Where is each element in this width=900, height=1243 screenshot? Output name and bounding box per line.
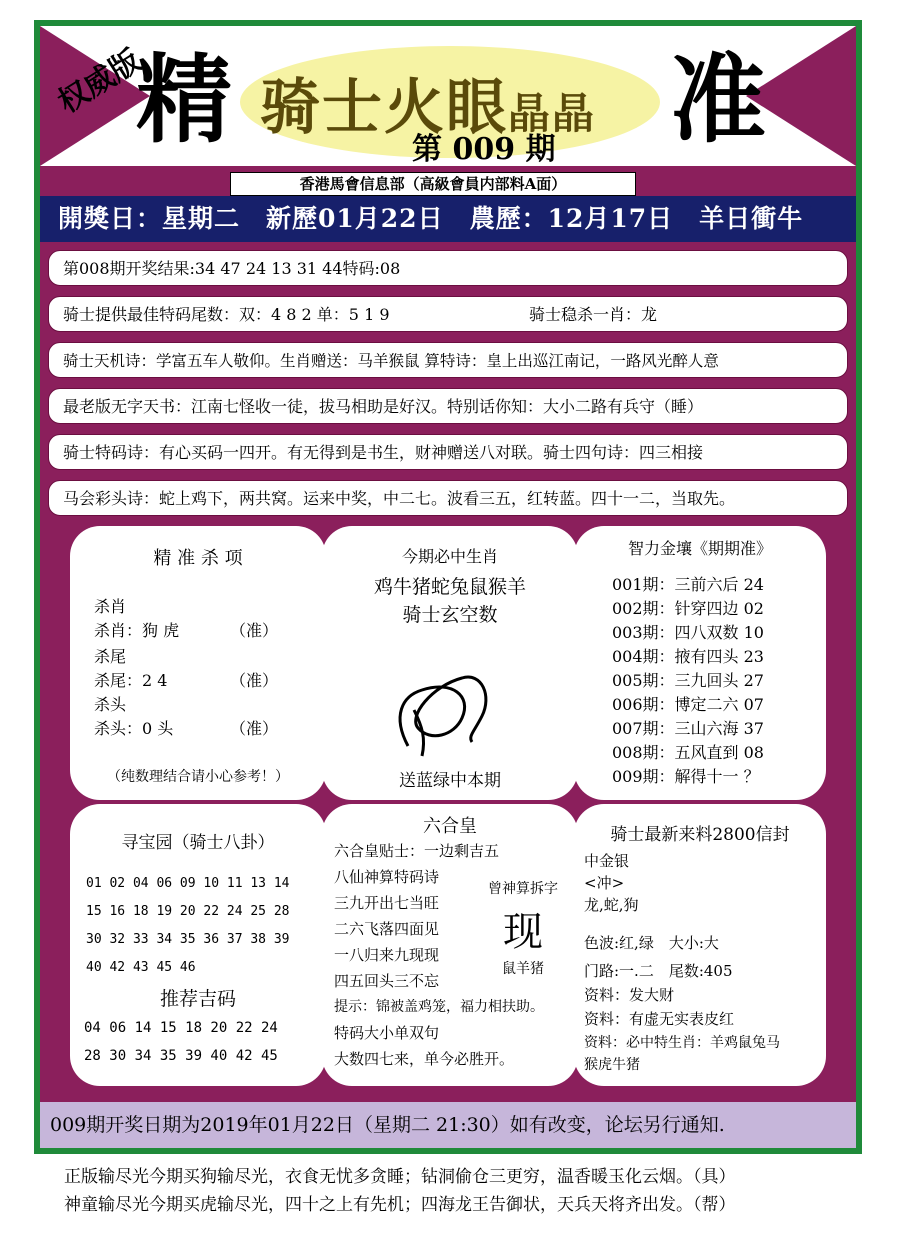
wisdom-item: 008期：五风直到 08: [612, 743, 764, 762]
kill-line: 杀头: [94, 695, 127, 714]
info-row-result: [48, 250, 848, 286]
treasure-box: [70, 804, 326, 1086]
newest-line: 资料：发大财: [584, 986, 675, 1004]
wisdom-box: [574, 526, 826, 800]
liuhe-line: 特码大小单双句: [334, 1024, 440, 1042]
liuhe-line: 八仙神算特码诗: [334, 868, 440, 886]
newest-line: 猴虎牛猪: [584, 1057, 640, 1073]
bottom-poem-line-2: 神童输尽光今期买虎输尽光，四十之上有先机；四海龙王告御状，天兵天将齐出发。（帮）: [64, 1195, 736, 1215]
wisdom-item: 007期：三山六海 37: [612, 719, 764, 738]
info-row-tail: [48, 296, 848, 332]
liuhe-line: 一八归来九现现: [334, 946, 440, 964]
newest-line: 门路:一.二 尾数:405: [584, 962, 733, 980]
liuhe-line: 四五回头三不忘: [334, 972, 440, 990]
treasure-number-row: 15 16 18 19 20 22 24 25 28: [86, 904, 290, 919]
wisdom-item: 002期：针穿四边 02: [612, 599, 764, 618]
newest-line: 龙,蛇,狗: [584, 896, 639, 914]
kill-footnote: （纯数理结合请小心参考！）: [107, 769, 289, 785]
wisdom-item: 005期：三九回头 27: [612, 671, 764, 690]
row-text: 第008期开奖结果:34 47 24 13 31 44特码:08: [63, 259, 401, 278]
left-big-char: 精: [136, 43, 232, 156]
info-row-poem: [48, 342, 848, 378]
newest-line: 色波:红,绿 大小:大: [584, 934, 719, 952]
lucky-number-row: 04 06 14 15 18 20 22 24: [84, 1020, 278, 1036]
must-puzzle: 骑士玄空数: [402, 604, 498, 626]
wisdom-item: 001期：三前六后 24: [612, 575, 764, 594]
kill-note: （准）: [230, 671, 279, 690]
badge-label: 权威版: [52, 43, 148, 121]
bottom-poem-line-1: 正版输尽光今期买狗输尽光，衣食无忧多贪睡；钻洞偷仓三更穷，温香暖玉化云烟。（具）: [64, 1167, 736, 1187]
newest-line: 资料：必中特生肖：羊鸡鼠兔马: [584, 1035, 780, 1051]
liuhe-box: [322, 804, 578, 1086]
row-text: 骑士天机诗：学富五车人敬仰。生肖赠送：马羊猴鼠 算特诗：皇上出巡江南记，一路风光醉人意: [63, 352, 719, 370]
notice-bar: 009期开奖日期为2019年01月22日（星期二 21:30）如有改变，论坛另行通知.: [40, 1102, 856, 1148]
kill-line: 杀头：0 头: [94, 719, 174, 738]
row-text: 骑士特码诗：有心买码一四开。有无得到是书生，财神赠送八对联。骑士四句诗：四三相接: [63, 443, 704, 462]
liuhe-side-bottom: 鼠羊猪: [502, 961, 544, 977]
lucky-title: 推荐吉码: [159, 988, 236, 1010]
kill-line: 杀肖：狗 虎: [94, 621, 180, 640]
issue-number: 第 009 期: [412, 132, 556, 166]
wisdom-item: 003期：四八双数 10: [612, 623, 764, 642]
info-row-book: [48, 388, 848, 424]
liuhe-line: 大数四七来，单今必胜开。: [334, 1050, 515, 1068]
kill-line: 杀尾: [94, 647, 127, 666]
kill-note: （准）: [230, 719, 279, 738]
kill-title: 精 准 杀 项: [153, 548, 243, 569]
info-row-special-poem: [48, 434, 848, 470]
wisdom-item: 006期：博定二六 07: [612, 695, 764, 714]
lucky-number-row: 28 30 34 35 39 40 42 45: [84, 1048, 278, 1064]
poster-frame: [34, 20, 862, 1154]
subtitle-bar: 香港馬會信息部（高級會員内部料A面）: [230, 172, 636, 196]
info-row-lucky-poem: [48, 480, 848, 516]
newest-line: <冲>: [584, 874, 625, 892]
treasure-title: 寻宝园（骑士八卦）: [121, 833, 275, 853]
row-right-text: 骑士稳杀一肖：龙: [529, 305, 658, 324]
kill-note: （准）: [230, 621, 279, 640]
newest-title: 骑士最新来料2800信封: [610, 825, 790, 845]
kill-line: 杀尾：2 4: [94, 671, 168, 690]
right-big-char: 准: [670, 43, 766, 156]
scribble-image: [322, 656, 578, 766]
wisdom-title: 智力金壤《期期准》: [627, 539, 772, 558]
kill-box: [70, 526, 326, 800]
liuhe-title: 六合皇: [423, 816, 477, 837]
newest-line: 资料：有虚无实表皮红: [584, 1010, 735, 1028]
must-title: 今期必中生肖: [401, 547, 498, 566]
wisdom-item: 009期：解得十一 ？: [612, 767, 760, 786]
row-text: 骑士提供最佳特码尾数：双：4 8 2 单：5 1 9: [63, 305, 390, 324]
wisdom-item: 004期：掖有四头 23: [612, 647, 764, 666]
must-box: [322, 526, 578, 800]
row-text: 最老版无字天书：江南七怪收一徒，拔马相助是好汉。特别话你知：大小二路有兵守（睡）: [63, 397, 704, 416]
treasure-number-row: 40 42 43 45 46: [86, 960, 196, 975]
draw-date-bar: 開獎日：星期二 新歷01月22日 農歷：12月17日 羊日衝牛: [40, 196, 856, 242]
header: [40, 26, 856, 166]
liuhe-line: 六合皇贴士：一边剩吉五: [334, 842, 500, 860]
treasure-number-row: 30 32 33 34 35 36 37 38 39: [86, 932, 290, 947]
must-zodiac: 鸡牛猪蛇兔鼠猴羊: [373, 576, 526, 598]
newest-line: 中金银: [584, 852, 630, 870]
liuhe-line: 二六飞落四面见: [334, 920, 440, 938]
liuhe-side-title: 曾神算拆字: [488, 881, 558, 897]
kill-line: 杀肖: [94, 597, 127, 616]
title-small-text: 晶晶: [508, 89, 597, 138]
must-bottom: 送蓝绿中本期: [399, 771, 501, 791]
poster-panel: [40, 26, 856, 1148]
treasure-number-row: 01 02 04 06 09 10 11 13 14: [86, 876, 290, 891]
title-main-text: 骑士火眼: [260, 73, 508, 143]
liuhe-line: 提示：锦被盖鸡笼，福力相扶助。: [334, 999, 544, 1015]
liuhe-line: 三九开出七当旺: [334, 894, 440, 912]
liuhe-side-char: 现: [503, 909, 543, 955]
newest-box: [574, 804, 826, 1086]
row-text: 马会彩头诗：蛇上鸡下，两共窝。运来中奖，中二七。波看三五，红转蓝。四十一二，当取先。: [63, 489, 736, 508]
